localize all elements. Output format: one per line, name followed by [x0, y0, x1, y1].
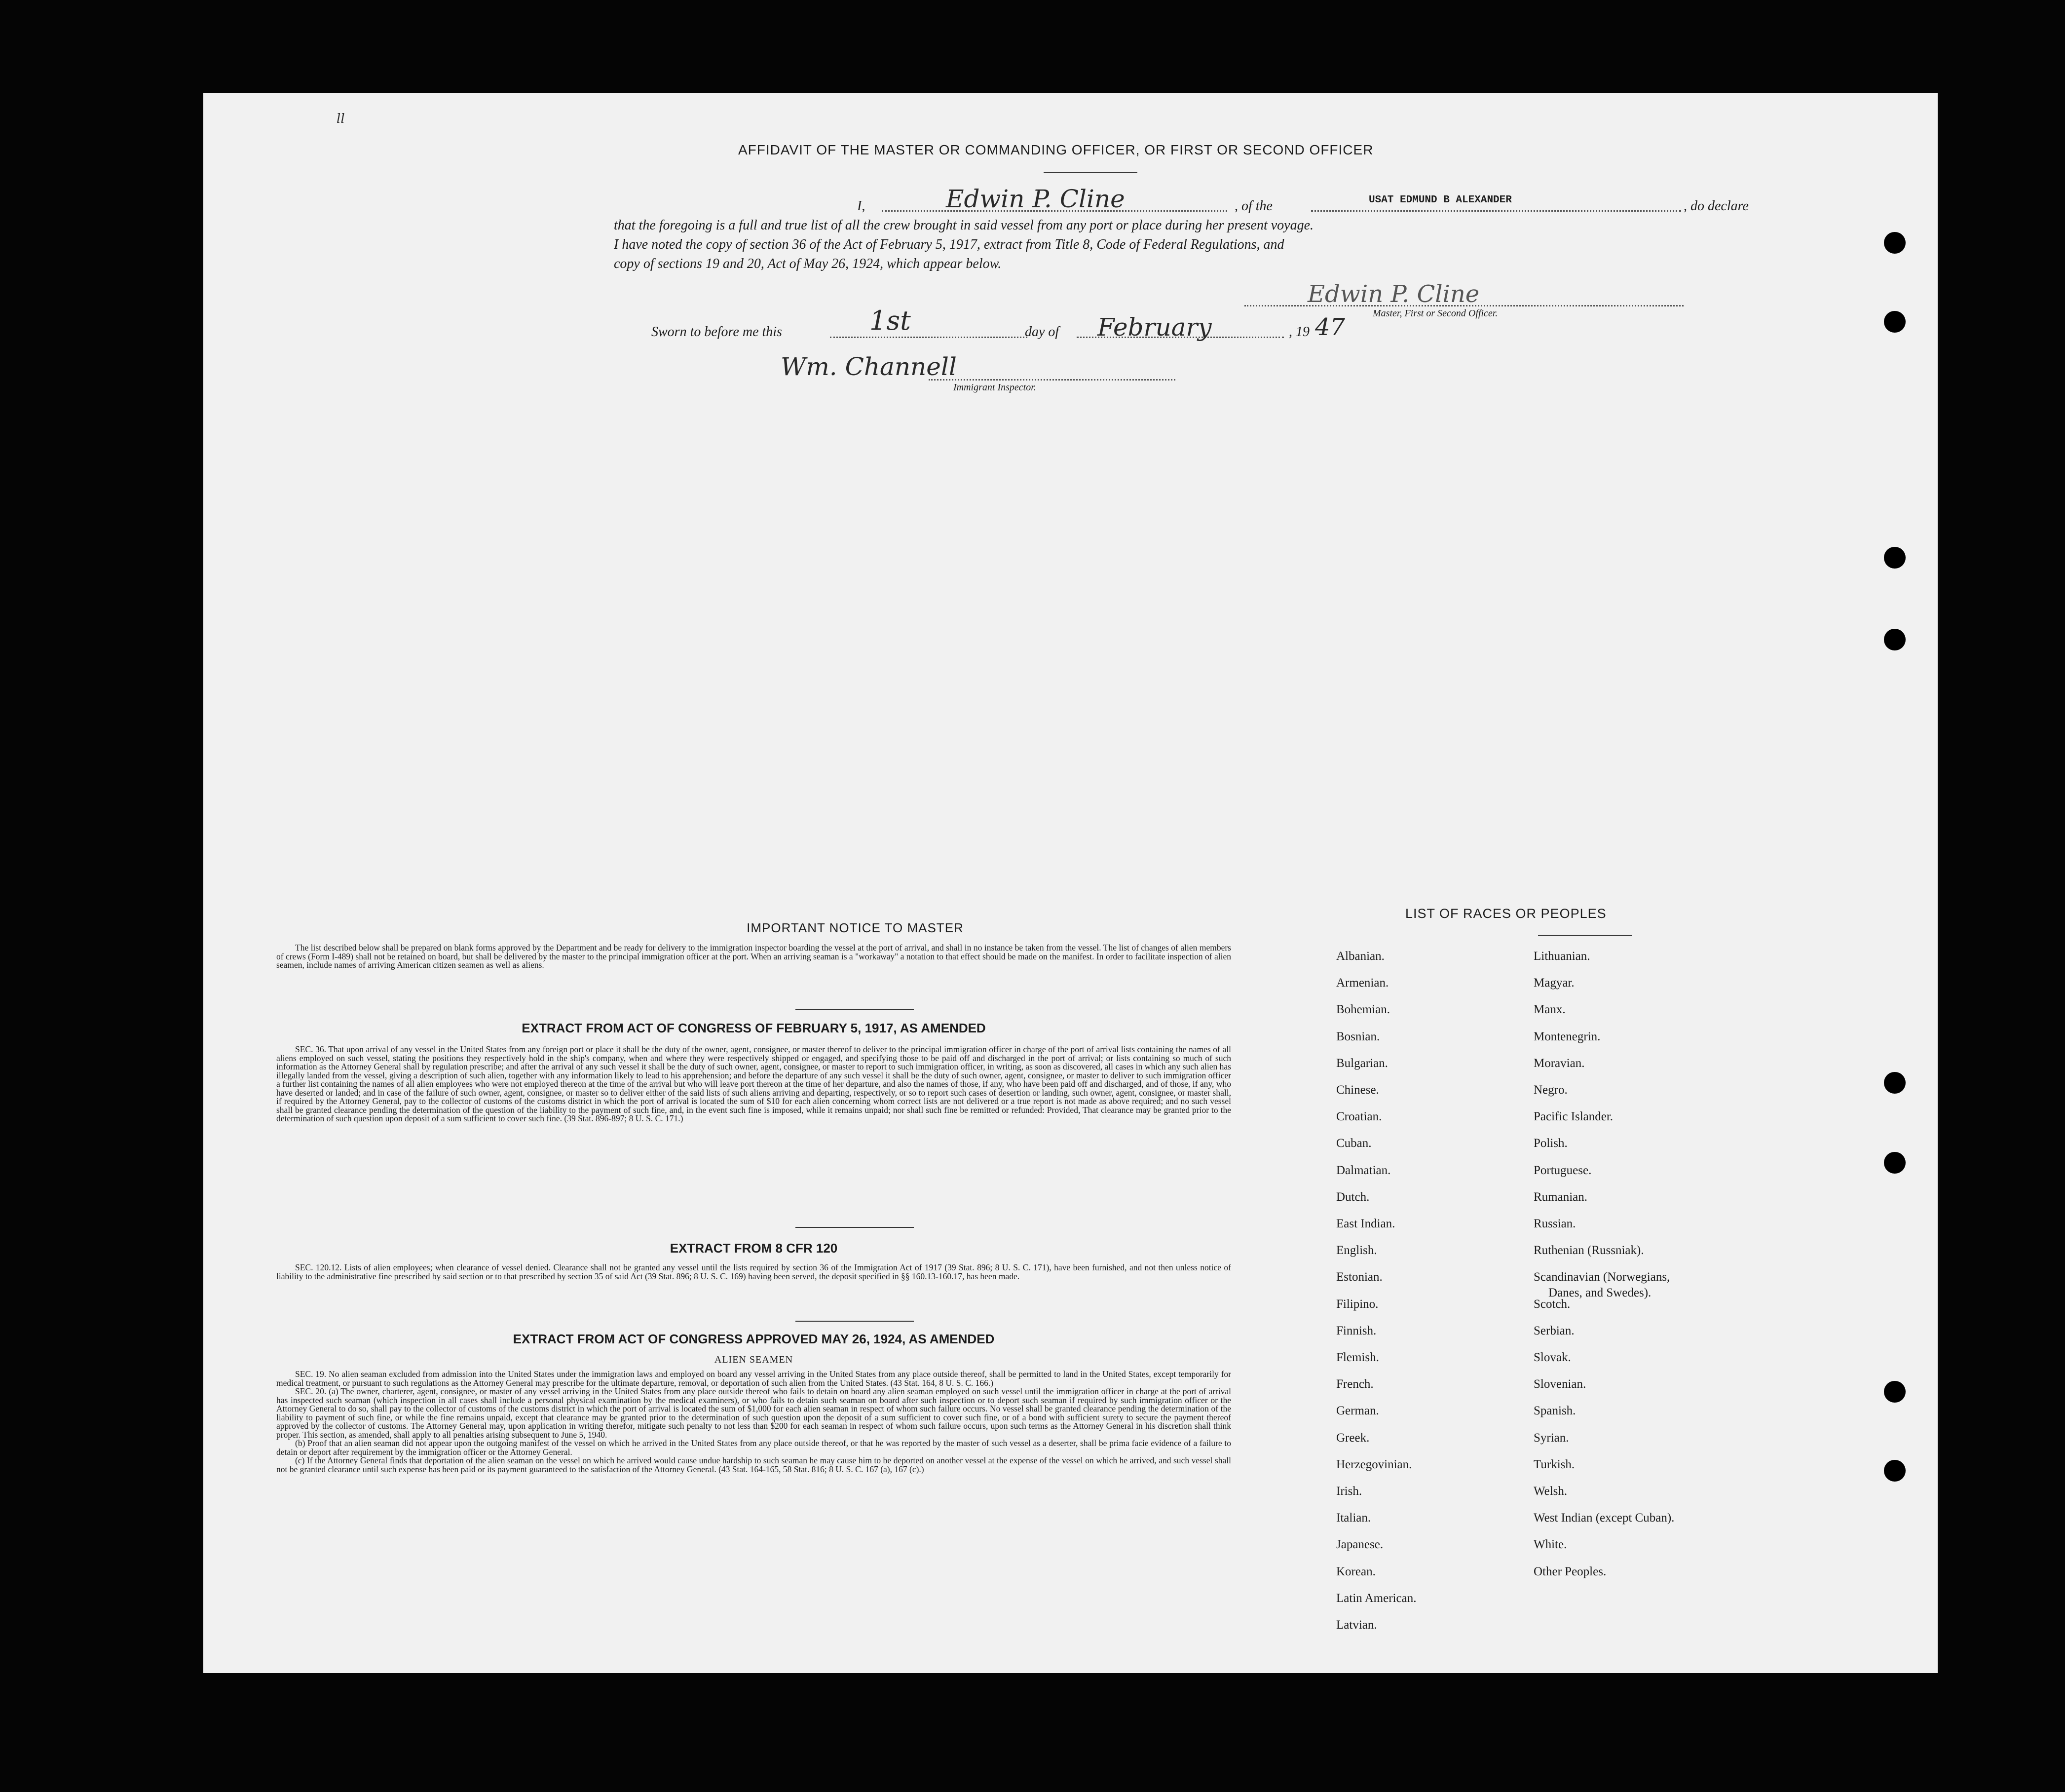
- officer-name-handwritten: Edwin P. Cline: [946, 185, 1125, 213]
- punch-hole: [1884, 311, 1906, 333]
- declaration-of-the: , of the: [1235, 198, 1273, 214]
- race-item: Cuban.: [1336, 1137, 1372, 1150]
- master-label: Master, First or Second Officer.: [1373, 308, 1498, 319]
- race-item: Negro.: [1534, 1083, 1568, 1097]
- race-item: Latin American.: [1336, 1591, 1417, 1605]
- sworn-month: February: [1097, 313, 1212, 342]
- race-item: Scotch.: [1534, 1297, 1571, 1311]
- punch-hole: [1884, 629, 1906, 650]
- race-item: Herzegovinian.: [1336, 1457, 1412, 1471]
- punch-hole: [1884, 232, 1906, 254]
- punch-hole: [1884, 1381, 1906, 1403]
- race-item: Korean.: [1336, 1564, 1376, 1578]
- section-20a-paragraph: SEC. 20. (a) The owner, charterer, agent, consignee, or master of any vessel arriving in the United States from any place outside thereof who fails to detain on board any alien seaman employed on such vessel until the immigration officer in charge at the port of arrival has inspected such seaman (which inspection in all cases shall include a personal physical examination by the medical examiners), or who fails to detain such seaman on board after such inspection or to deport such seaman if required by such immigration officer or the Attorney General to do so, shall pay to the collector of customs of the customs district in which the port of arrival is located the sum of $1,000 for each alien seaman in respect of whom such failure occurs. No vessel shall be granted clearance pending the determination of the liability to payment of such fine, or while the fine remains unpaid, except that clearance may be granted prior to the determination of such question upon the deposit of a sum sufficient to cover such fine, or of a bond with sufficient surety to secure the payment thereof approved by the collector of customs. The Attorney General may, upon application in writing therefor, mitigate such penalty to not less than $200 for each seaman in respect of whom such failure occurs, upon such terms as the Attorney General in his discretion shall think proper. This section, as amended, shall apply to all penalties arising subsequent to June 5, 1940.: [276, 1386, 1231, 1440]
- race-item: Ruthenian (Russniak).: [1534, 1244, 1644, 1258]
- race-item: Bulgarian.: [1336, 1056, 1388, 1070]
- extract-1917-paragraph: SEC. 36. That upon arrival of any vessel in the United States from any foreign port or place it shall be the duty of the owner, agent, consignee, or master thereof to deliver to the principal immigration officer in charge of the port of arrival lists containing the names of all aliens employed on such vessel, stating the positions they respectively hold in the ship's company, when and where they were respectively shipped or engaged, and specifying those to be paid off and discharged in the port of arrival; or lists containing so much of such information as the Attorney General shall by regulation prescribe; and after the arrival of any such vessel it shall be the duty of such owner, agent, consignee, or master to report to such immigration officer, in writing, as soon as discovered, all cases in which any such alien has illegally landed from the vessel, giving a description of such alien, together with any information likely to lead to his apprehension; and before the departure of any such vessel it shall be the duty of such owner, agent, consignee, or master to deliver to such immigration officer a further list containing the names of all alien employees who were not employed thereon at the time of the arrival but who will leave port thereon at the time of her departure, and also the names of those, if any, who have been paid off and discharged, and of those, if any, who have deserted or landed; and in case of the failure of such owner, agent, consignee, or master so to deliver either of the said lists of such aliens arriving and departing, respectively, or so to report such cases of desertion or landing, such owner, agent, consignee, or master shall, if required by the Attorney General, pay to the collector of customs of the customs district in which the port of arrival is located the sum of $10 for each alien concerning whom correct lists are not delivered or a true report is not made as above required; and no such vessel shall be granted clearance pending the determination of the question of the liability to the payment of such fine, and, in the event such fine is imposed, while it remains unpaid; nor shall such fine be remitted or refunded: Provided, That clearance may be granted prior to the determination of such question upon deposit of a sum sufficient to cover such fine. (39 Stat. 896-897; 8 U. S. C. 171.): [276, 1044, 1231, 1123]
- race-item: Danes, and Swedes).: [1548, 1286, 1652, 1300]
- vessel-name: USAT EDMUND B ALEXANDER: [1369, 194, 1512, 206]
- race-item: Latvian.: [1336, 1618, 1377, 1632]
- race-item: Pacific Islander.: [1534, 1110, 1614, 1124]
- race-item: Slovenian.: [1534, 1377, 1586, 1391]
- race-item: Slovak.: [1534, 1351, 1571, 1364]
- extract-cfr-divider: [795, 1321, 914, 1322]
- section-20b-paragraph: (b) Proof that an alien seaman did not appear upon the outgoing manifest of the vessel on which he arrived in the United States from any place outside thereof, or that he was reported by the master of such vessel as a deserter, shall be prima facie evidence of a failure to detain or deport after requirement by the immigration officer or the Attorney General.: [276, 1438, 1231, 1457]
- declaration-line-2: that the foregoing is a full and true list of all the crew brought in said vessel from any port or place during her present voyage.: [614, 218, 1314, 233]
- page-mark: ll: [337, 112, 345, 126]
- declaration-do-declare: , do declare: [1684, 198, 1749, 214]
- race-item: Turkish.: [1534, 1457, 1575, 1471]
- declaration-line-4: copy of sections 19 and 20, Act of May 26, 1924, which appear below.: [614, 256, 1002, 271]
- race-item: Welsh.: [1534, 1485, 1568, 1498]
- race-item: Japanese.: [1336, 1538, 1384, 1552]
- race-item: Moravian.: [1534, 1056, 1585, 1070]
- signature-dotted-line: [1244, 305, 1684, 306]
- race-item: Magyar.: [1534, 976, 1575, 990]
- race-item: Italian.: [1336, 1511, 1371, 1525]
- master-signature: Edwin P. Cline: [1308, 280, 1480, 308]
- race-item: Rumanian.: [1534, 1190, 1588, 1204]
- extract-1924-heading: EXTRACT FROM ACT OF CONGRESS APPROVED MAY 26, 1924, AS AMENDED: [513, 1332, 995, 1346]
- race-item: Irish.: [1336, 1485, 1362, 1498]
- notice-heading: IMPORTANT NOTICE TO MASTER: [747, 920, 964, 935]
- declaration-i: I,: [857, 198, 865, 214]
- race-item: German.: [1336, 1404, 1379, 1418]
- race-item: Manx.: [1534, 1003, 1566, 1017]
- race-item: East Indian.: [1336, 1217, 1395, 1230]
- race-item: Filipino.: [1336, 1297, 1379, 1311]
- extract-1924-text: [276, 1370, 1231, 1474]
- race-item: Croatian.: [1336, 1110, 1382, 1124]
- affidavit-title: AFFIDAVIT OF THE MASTER OR COMMANDING OFFICER, OR FIRST OR SECOND OFFICER: [738, 142, 1374, 157]
- punch-hole: [1884, 547, 1906, 569]
- extract-1917-heading: EXTRACT FROM ACT OF CONGRESS OF FEBRUARY 5, 1917, AS AMENDED: [522, 1021, 986, 1035]
- declaration-line-3: I have noted the copy of section 36 of the Act of February 5, 1917, extract from Title 8, Code of Federal Regulations, and: [614, 237, 1284, 252]
- race-item: Armenian.: [1336, 976, 1389, 990]
- race-item: Portuguese.: [1534, 1163, 1592, 1177]
- race-item: Albanian.: [1336, 950, 1385, 963]
- race-item: Dalmatian.: [1336, 1163, 1391, 1177]
- day-dotted-line: [830, 337, 1027, 338]
- inspector-signature: Wm. Channell: [781, 352, 957, 381]
- notice-divider: [795, 1009, 914, 1010]
- race-item: Bohemian.: [1336, 1003, 1390, 1017]
- sworn-day: 1st: [869, 305, 911, 336]
- race-item: Chinese.: [1336, 1083, 1379, 1097]
- race-item: French.: [1336, 1377, 1374, 1391]
- inspector-dotted-line: [929, 379, 1175, 381]
- race-item: English.: [1336, 1244, 1377, 1258]
- notice-text: [276, 944, 1231, 970]
- extract-cfr-text: [276, 1263, 1231, 1281]
- section-20c-paragraph: (c) If the Attorney General finds that deportation of the alien seaman on the vessel on which he arrived would cause undue hardship to such seaman he may cause him to be deported on another vessel at the expense of the vessel on which he arrived, and such vessel shall not be granted clearance until such expense has been paid or its payment guaranteed to the satisfaction of the Attorney General. (43 Stat. 164-165, 58 Stat. 816; 8 U. S. C. 167 (a), 167 (c).): [276, 1455, 1231, 1474]
- document-page: [203, 93, 1938, 1673]
- race-item: Montenegrin.: [1534, 1029, 1601, 1043]
- race-item: Lithuanian.: [1534, 950, 1590, 963]
- race-item: Russian.: [1534, 1217, 1576, 1230]
- title-divider: [1044, 172, 1137, 173]
- extract-cfr-paragraph: SEC. 120.12. Lists of alien employees; when clearance of vessel denied. Clearance shall not be granted any vessel until the lists required by section 36 of the Immigration Act of 1917 (39 Stat. 896; 8 U. S. C. 171), have been furnished, and not then unless notice of liability to the administrative fine prescribed by said section or to that prescribed by section 35 of said Act (39 Stat. 896; 8 U. S. C. 169) having been served, the deposit specified in §§ 160.13-160.17, has been made.: [276, 1262, 1231, 1281]
- punch-hole: [1884, 1460, 1906, 1482]
- race-item: Scandinavian (Norwegians,: [1534, 1270, 1670, 1284]
- races-heading: LIST OF RACES OR PEOPLES: [1405, 906, 1607, 921]
- race-item: Serbian.: [1534, 1324, 1575, 1337]
- punch-hole: [1884, 1072, 1906, 1094]
- race-item: Bosnian.: [1336, 1029, 1380, 1043]
- day-of-label: day of: [1025, 324, 1059, 340]
- race-item: Syrian.: [1534, 1431, 1569, 1445]
- race-item: West Indian (except Cuban).: [1534, 1511, 1675, 1525]
- races-divider: [1538, 935, 1632, 936]
- vessel-dotted-line: [1311, 210, 1681, 212]
- race-item: Estonian.: [1336, 1270, 1383, 1284]
- sworn-year: 47: [1315, 313, 1346, 341]
- race-item: Flemish.: [1336, 1351, 1379, 1364]
- punch-hole: [1884, 1152, 1906, 1174]
- extract-1917-text: [276, 1045, 1231, 1123]
- extract-1917-divider: [795, 1227, 914, 1228]
- sworn-label: Sworn to before me this: [651, 324, 782, 340]
- race-item: Dutch.: [1336, 1190, 1370, 1204]
- race-item: Polish.: [1534, 1137, 1568, 1150]
- section-19-paragraph: SEC. 19. No alien seaman excluded from admission into the United States under the immigration laws and employed on board any vessel arriving in the United States from any place outside thereof, shall be permitted to land in the United States, except temporarily for medical treatment, or pursuant to such regulations as the Attorney General may prescribe for the ultimate departure, removal, or deportation of such alien from the United States. (43 Stat. 164, 8 U. S. C. 166.): [276, 1369, 1231, 1388]
- extract-cfr-heading: EXTRACT FROM 8 CFR 120: [670, 1241, 838, 1256]
- notice-paragraph: The list described below shall be prepared on blank forms approved by the Department and be ready for delivery to the immigration inspector boarding the vessel at the port of arrival, and shall in no instance be taken from the vessel. The list of changes of alien members of crews (Form I-489) shall not be retained on board, but shall be delivered by the master to the principal immigration officer at the port. When an arriving seaman is a "workaway" a notation to that effect should be made on the manifest. In order to facilitate inspection of alien seamen, include names of arriving American citizen seamen as well as aliens.: [276, 943, 1231, 970]
- race-item: White.: [1534, 1538, 1567, 1552]
- alien-seamen-subheading: ALIEN SEAMEN: [714, 1354, 793, 1365]
- race-item: Greek.: [1336, 1431, 1370, 1445]
- race-item: Other Peoples.: [1534, 1564, 1607, 1578]
- race-item: Spanish.: [1534, 1404, 1576, 1418]
- race-item: Finnish.: [1336, 1324, 1377, 1337]
- inspector-label: Immigrant Inspector.: [953, 382, 1036, 393]
- year-prefix: , 19: [1289, 324, 1310, 340]
